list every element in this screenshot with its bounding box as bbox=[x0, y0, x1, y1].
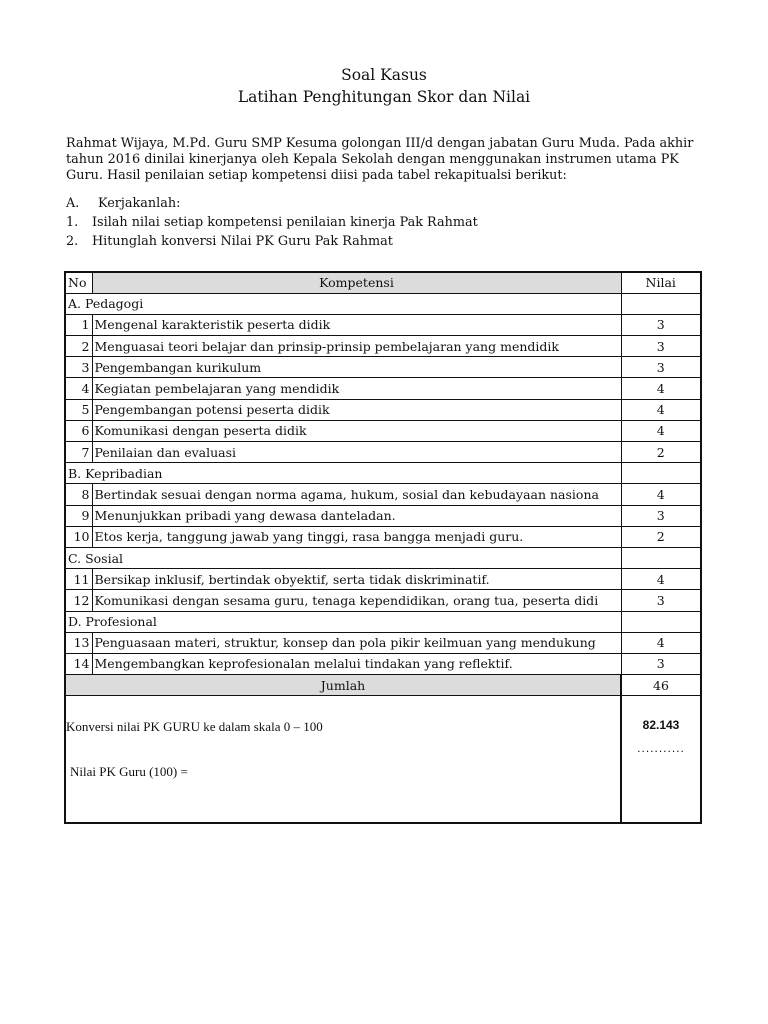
task-item-text: Isilah nilai setiap kompetensi penilaian kinerja Pak Rahmat bbox=[92, 215, 478, 230]
row-nilai: 3 bbox=[621, 336, 701, 357]
row-number: 9 bbox=[65, 505, 92, 526]
table-row bbox=[65, 357, 701, 378]
section-row bbox=[65, 547, 701, 568]
row-number: 11 bbox=[65, 569, 92, 590]
row-nilai: 4 bbox=[621, 484, 701, 505]
row-kompetensi: Menunjukkan pribadi yang dewasa danteladan. bbox=[92, 505, 621, 526]
task-item-marker: 1. bbox=[66, 215, 79, 230]
section-nilai-empty bbox=[621, 611, 701, 632]
jumlah-value: 46 bbox=[621, 675, 701, 696]
section-label: B. Kepribadian bbox=[65, 463, 621, 484]
page-title: Soal Kasus bbox=[341, 66, 427, 84]
task-item-text: Hitunglah konversi Nilai PK Guru Pak Rahmat bbox=[92, 234, 393, 249]
konversi-row bbox=[65, 696, 701, 824]
row-kompetensi: Pengembangan potensi peserta didik bbox=[92, 399, 621, 420]
row-kompetensi: Mengembangkan keprofesionalan melalui tindakan yang reflektif. bbox=[92, 653, 621, 674]
row-kompetensi: Bertindak sesuai dengan norma agama, hukum, sosial dan kebudayaan nasiona bbox=[92, 484, 621, 505]
row-nilai: 4 bbox=[621, 420, 701, 441]
task-item bbox=[66, 234, 393, 249]
section-row bbox=[65, 611, 701, 632]
row-nilai: 3 bbox=[621, 590, 701, 611]
rekap-table bbox=[64, 271, 702, 824]
task-heading bbox=[66, 196, 180, 211]
header-kompetensi: Kompetensi bbox=[92, 272, 621, 293]
header-no: No bbox=[65, 272, 92, 293]
table-row bbox=[65, 526, 701, 547]
row-kompetensi: Menguasai teori belajar dan prinsip-prinsip pembelajaran yang mendidik bbox=[92, 336, 621, 357]
row-number: 3 bbox=[65, 357, 92, 378]
row-kompetensi: Komunikasi dengan sesama guru, tenaga kependidikan, orang tua, peserta didi bbox=[92, 590, 621, 611]
row-nilai: 2 bbox=[621, 442, 701, 463]
task-heading-text: Kerjakanlah: bbox=[98, 196, 181, 211]
section-nilai-empty bbox=[621, 463, 701, 484]
row-nilai: 4 bbox=[621, 569, 701, 590]
row-number: 13 bbox=[65, 632, 92, 653]
row-number: 6 bbox=[65, 420, 92, 441]
konversi-value-cell bbox=[621, 696, 701, 824]
section-row bbox=[65, 463, 701, 484]
nilai-pk-label: Nilai PK Guru (100) = bbox=[70, 764, 188, 780]
section-row bbox=[65, 293, 701, 314]
konversi-value: 82.143 bbox=[642, 718, 680, 733]
row-number: 1 bbox=[65, 314, 92, 335]
section-label: C. Sosial bbox=[65, 547, 621, 568]
row-kompetensi: Etos kerja, tanggung jawab yang tinggi, rasa bangga menjadi guru. bbox=[92, 526, 621, 547]
task-heading-marker: A. bbox=[66, 196, 80, 211]
row-kompetensi: Mengenal karakteristik peserta didik bbox=[92, 314, 621, 335]
row-kompetensi: Bersikap inklusif, bertindak obyektif, serta tidak diskriminatif. bbox=[92, 569, 621, 590]
table-row bbox=[65, 336, 701, 357]
row-kompetensi: Penguasaan materi, struktur, konsep dan pola pikir keilmuan yang mendukung bbox=[92, 632, 621, 653]
row-nilai: 3 bbox=[621, 314, 701, 335]
row-number: 5 bbox=[65, 399, 92, 420]
row-kompetensi: Komunikasi dengan peserta didik bbox=[92, 420, 621, 441]
konversi-cell bbox=[65, 696, 621, 824]
table-row bbox=[65, 314, 701, 335]
table-row bbox=[65, 590, 701, 611]
jumlah-label: Jumlah bbox=[65, 675, 621, 696]
row-nilai: 3 bbox=[621, 505, 701, 526]
table-row bbox=[65, 442, 701, 463]
task-item-marker: 2. bbox=[66, 234, 79, 249]
row-number: 14 bbox=[65, 653, 92, 674]
section-nilai-empty bbox=[621, 293, 701, 314]
task-item bbox=[66, 215, 478, 230]
jumlah-row bbox=[65, 675, 701, 696]
table-row bbox=[65, 653, 701, 674]
row-number: 10 bbox=[65, 526, 92, 547]
row-number: 12 bbox=[65, 590, 92, 611]
intro-line: tahun 2016 dinilai kinerjanya oleh Kepala Sekolah dengan menggunakan instrumen utama PK bbox=[66, 152, 679, 167]
row-number: 8 bbox=[65, 484, 92, 505]
table-header-row bbox=[65, 272, 701, 293]
section-nilai-empty bbox=[621, 547, 701, 568]
table-row bbox=[65, 378, 701, 399]
table-row bbox=[65, 569, 701, 590]
table-row bbox=[65, 484, 701, 505]
row-kompetensi: Penilaian dan evaluasi bbox=[92, 442, 621, 463]
konversi-label: Konversi nilai PK GURU ke dalam skala 0 – 100 bbox=[66, 719, 323, 735]
header-nilai: Nilai bbox=[621, 272, 701, 293]
row-nilai: 2 bbox=[621, 526, 701, 547]
row-nilai: 4 bbox=[621, 632, 701, 653]
row-number: 4 bbox=[65, 378, 92, 399]
konversi-dots: ........... bbox=[637, 741, 685, 756]
row-number: 2 bbox=[65, 336, 92, 357]
row-nilai: 3 bbox=[621, 653, 701, 674]
row-nilai: 3 bbox=[621, 357, 701, 378]
section-label: A. Pedagogi bbox=[65, 293, 621, 314]
table-row bbox=[65, 420, 701, 441]
row-nilai: 4 bbox=[621, 399, 701, 420]
row-kompetensi: Pengembangan kurikulum bbox=[92, 357, 621, 378]
section-label: D. Profesional bbox=[65, 611, 621, 632]
table-row bbox=[65, 505, 701, 526]
intro-line: Guru. Hasil penilaian setiap kompetensi diisi pada tabel rekapitualsi berikut: bbox=[66, 168, 567, 183]
row-kompetensi: Kegiatan pembelajaran yang mendidik bbox=[92, 378, 621, 399]
intro-line: Rahmat Wijaya, M.Pd. Guru SMP Kesuma golongan III/d dengan jabatan Guru Muda. Pada akhir bbox=[66, 136, 694, 151]
intro-paragraph bbox=[66, 136, 716, 184]
table-row bbox=[65, 632, 701, 653]
page-subtitle: Latihan Penghitungan Skor dan Nilai bbox=[237, 88, 531, 106]
row-nilai: 4 bbox=[621, 378, 701, 399]
row-number: 7 bbox=[65, 442, 92, 463]
table-row bbox=[65, 399, 701, 420]
